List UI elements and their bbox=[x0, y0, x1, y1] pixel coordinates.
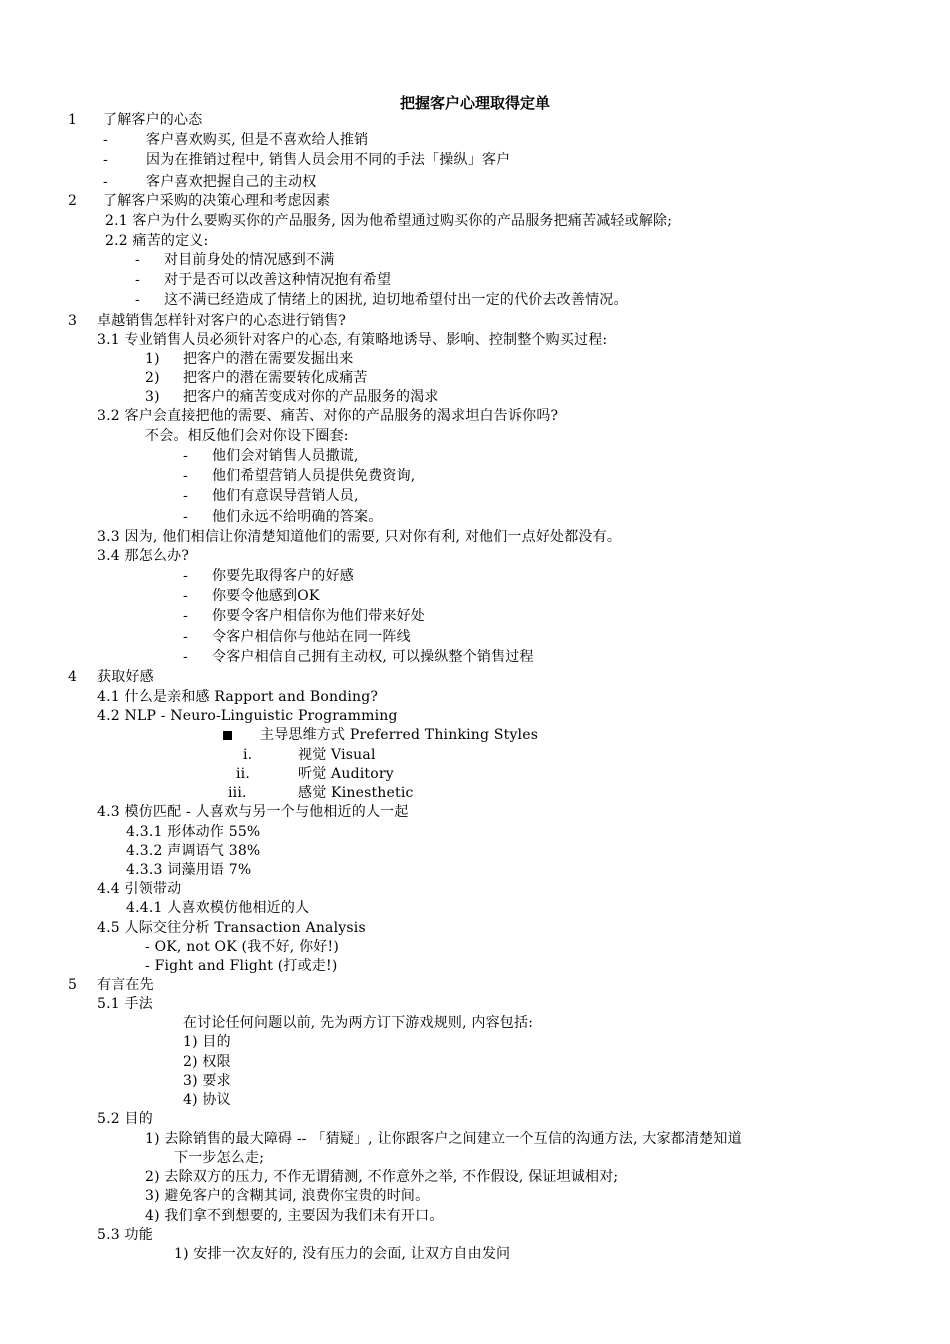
text-line: - bbox=[183, 649, 188, 665]
text-line: 3.2 客户会直接把他的需要、痛苦、对你的产品服务的渴求坦白告诉你吗? bbox=[97, 408, 559, 424]
text-line: 1) bbox=[145, 351, 160, 367]
text-line: 视觉 Visual bbox=[298, 747, 376, 763]
text-line: - bbox=[183, 468, 188, 484]
text-line: 1) 目的 bbox=[183, 1034, 231, 1050]
text-line: 不会。相反他们会对你设下圈套: bbox=[145, 428, 349, 444]
text-line: 这不满已经造成了情绪上的困扰, 迫切地希望付出一定的代价去改善情况。 bbox=[164, 292, 628, 308]
text-line: 4.3.3 词藻用语 7% bbox=[126, 862, 252, 878]
text-line: 1) 安排一次友好的, 没有压力的会面, 让双方自由发问 bbox=[174, 1246, 511, 1262]
text-line: - bbox=[183, 629, 188, 645]
text-line: 4.3 模仿匹配 - 人喜欢与另一个与他相近的人一起 bbox=[97, 804, 409, 820]
text-line: 2 bbox=[68, 193, 78, 209]
text-line: 你要令他感到OK bbox=[212, 588, 320, 604]
text-line: 他们会对销售人员撒谎, bbox=[212, 448, 359, 464]
text-line: 1) 去除销售的最大障碍 -- 「猜疑」, 让你跟客户之间建立一个互信的沟通方法, 大家都清楚知道 bbox=[145, 1131, 742, 1147]
text-line: 4.2 NLP - Neuro-Linguistic Programming bbox=[97, 708, 398, 724]
text-line: 他们永远不给明确的答案。 bbox=[212, 509, 383, 525]
text-line: 5.1 手法 bbox=[97, 996, 153, 1012]
text-line: 4.1 什么是亲和感 Rapport and Bonding? bbox=[97, 689, 379, 705]
text-line: 客户喜欢购买, 但是不喜欢给人推销 bbox=[146, 132, 369, 148]
text-line: 4.5 人际交往分析 Transaction Analysis bbox=[97, 920, 366, 936]
text-line: 3.4 那怎么办? bbox=[97, 548, 190, 564]
text-line: - bbox=[183, 608, 188, 624]
text-line: 了解客户采购的决策心理和考虑因素 bbox=[103, 193, 331, 209]
text-line: 3) bbox=[145, 389, 160, 405]
text-line: 3) 避免客户的含糊其词, 浪费你宝贵的时间。 bbox=[145, 1188, 430, 1204]
text-line: 令客户相信你与他站在同一阵线 bbox=[212, 629, 411, 645]
text-line: - bbox=[183, 588, 188, 604]
text-line: 客户喜欢把握自己的主动权 bbox=[146, 174, 317, 190]
text-line: 4) 协议 bbox=[183, 1092, 231, 1108]
text-line: 4 bbox=[68, 669, 78, 685]
text-line: - bbox=[103, 152, 108, 168]
text-line: - bbox=[103, 132, 108, 148]
text-line: 对于是否可以改善这种情况抱有希望 bbox=[164, 272, 392, 288]
text-line: 在讨论任何问题以前, 先为两方订下游戏规则, 内容包括: bbox=[183, 1015, 534, 1031]
text-line: 2) 去除双方的压力, 不作无谓猜测, 不作意外之举, 不作假设, 保证坦诚相对; bbox=[145, 1169, 619, 1185]
text-line: 5 bbox=[68, 977, 78, 993]
text-line: i. bbox=[243, 747, 253, 763]
text-line: 卓越销售怎样针对客户的心态进行销售? bbox=[97, 313, 347, 329]
text-line: - bbox=[135, 272, 140, 288]
text-line: 把客户的痛苦变成对你的产品服务的渴求 bbox=[183, 389, 439, 405]
text-line: 听觉 Auditory bbox=[298, 766, 394, 782]
text-line: - OK, not OK (我不好, 你好!) bbox=[145, 939, 339, 955]
text-line: 有言在先 bbox=[97, 977, 154, 993]
text-line: 2) 权限 bbox=[183, 1054, 231, 1070]
text-line: - bbox=[135, 252, 140, 268]
text-line: 1 bbox=[68, 112, 78, 128]
text-line: 把客户的潜在需要发掘出来 bbox=[183, 351, 354, 367]
text-line: iii. bbox=[228, 785, 247, 801]
text-line: - bbox=[135, 292, 140, 308]
text-line: 把客户的潜在需要转化成痛苦 bbox=[183, 370, 368, 386]
text-line: - bbox=[103, 174, 108, 190]
text-line: 下一步怎么走; bbox=[174, 1150, 265, 1166]
text-line: 他们希望营销人员提供免费资询, bbox=[212, 468, 416, 484]
text-line: 2) bbox=[145, 370, 160, 386]
text-line: - bbox=[183, 448, 188, 464]
document-title: 把握客户心理取得定单 bbox=[399, 94, 550, 112]
text-line: - Fight and Flight (打或走!) bbox=[145, 958, 338, 974]
text-line: 2.1 客户为什么要购买你的产品服务, 因为他希望通过购买你的产品服务把痛苦减轻或解除; bbox=[105, 213, 673, 229]
text-line: 3 bbox=[68, 313, 78, 329]
text-line: 4) 我们拿不到想要的, 主要因为我们未有开口。 bbox=[145, 1208, 444, 1224]
square-bullet-icon bbox=[223, 731, 232, 740]
text-line: 感觉 Kinesthetic bbox=[298, 785, 414, 801]
text-line: 3) 要求 bbox=[183, 1073, 231, 1089]
text-line: ii. bbox=[236, 766, 251, 782]
text-line: 2.2 痛苦的定义: bbox=[105, 233, 209, 249]
text-line: 5.2 目的 bbox=[97, 1111, 153, 1127]
text-line: 了解客户的心态 bbox=[103, 112, 203, 128]
text-line: 4.3.2 声调语气 38% bbox=[126, 843, 261, 859]
text-line: 因为在推销过程中, 销售人员会用不同的手法「操纵」客户 bbox=[146, 152, 511, 168]
text-line: - bbox=[183, 568, 188, 584]
text-line: - bbox=[183, 488, 188, 504]
text-line: 主导思维方式 Preferred Thinking Styles bbox=[260, 727, 539, 743]
text-line: 4.4.1 人喜欢模仿他相近的人 bbox=[126, 900, 310, 916]
text-line: 他们有意误导营销人员, bbox=[212, 488, 359, 504]
text-line: 4.3.1 形体动作 55% bbox=[126, 824, 261, 840]
text-line: 5.3 功能 bbox=[97, 1227, 153, 1243]
text-line: 获取好感 bbox=[97, 669, 154, 685]
text-line: 4.4 引领带动 bbox=[97, 881, 182, 897]
text-line: 令客户相信自己拥有主动权, 可以操纵整个销售过程 bbox=[212, 649, 534, 665]
text-line: 你要令客户相信你为他们带来好处 bbox=[212, 608, 425, 624]
text-line: 对目前身处的情况感到不满 bbox=[164, 252, 335, 268]
text-line: 3.1 专业销售人员必须针对客户的心态, 有策略地诱导、影响、控制整个购买过程: bbox=[97, 332, 608, 348]
text-line: - bbox=[183, 509, 188, 525]
text-line: 你要先取得客户的好感 bbox=[212, 568, 354, 584]
text-line: 3.3 因为, 他们相信让你清楚知道他们的需要, 只对你有利, 对他们一点好处都没有。 bbox=[97, 529, 622, 545]
